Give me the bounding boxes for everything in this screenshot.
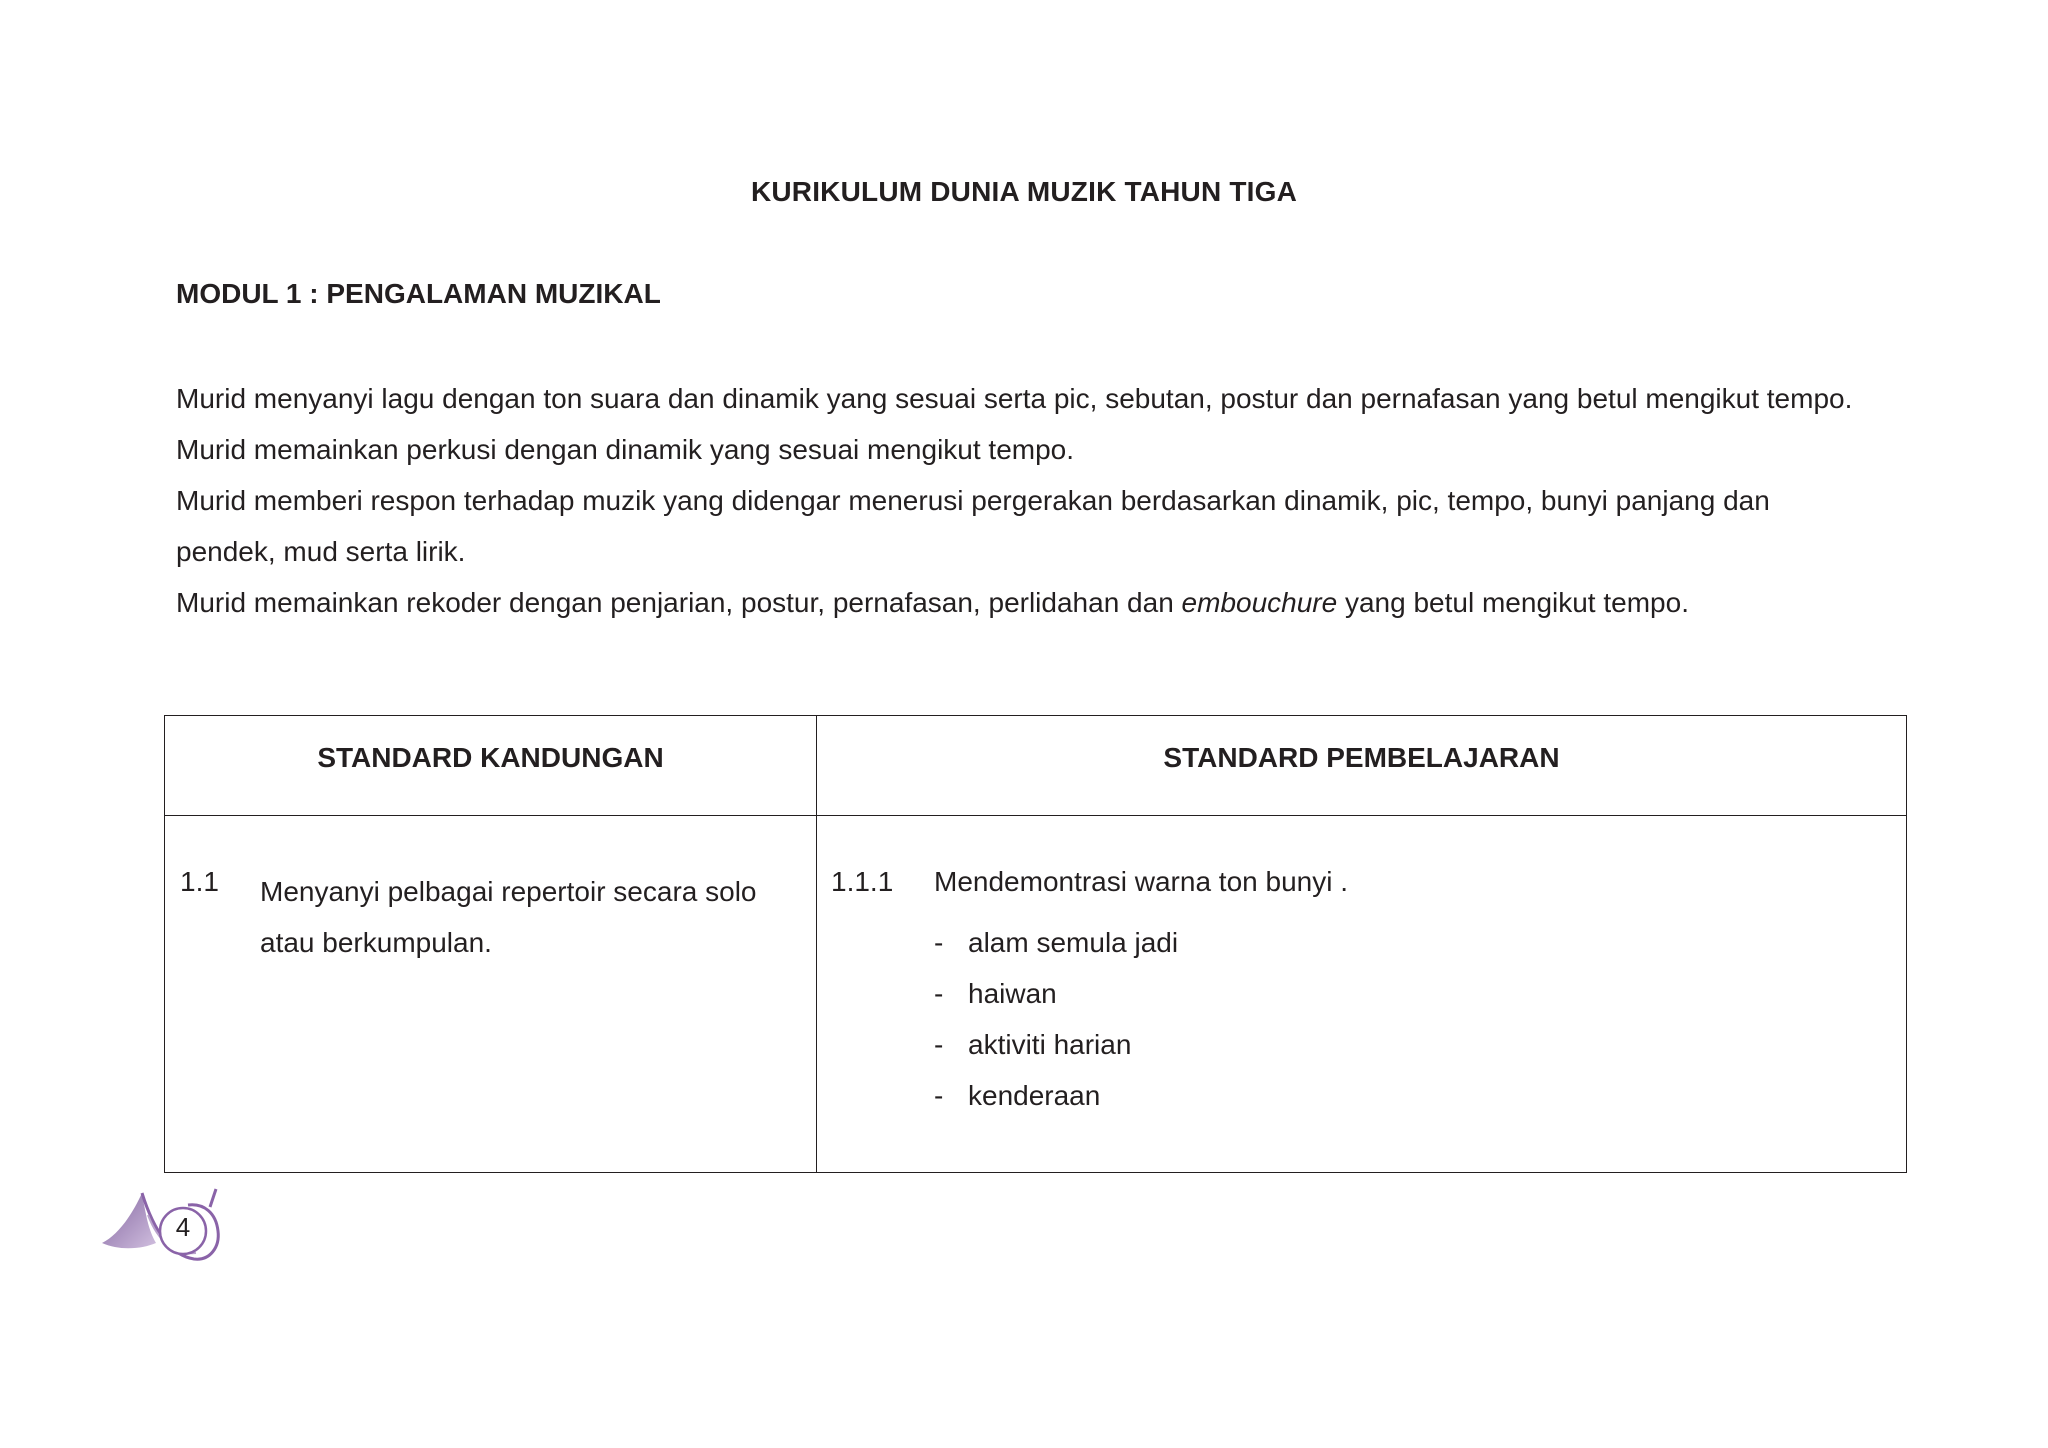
french-horn-icon [98,1185,222,1267]
list-item-text: haiwan [968,978,1057,1009]
objective-4-text-after: yang betul mengikut tempo. [1337,587,1689,618]
list-item [934,968,1178,1019]
table-header-row [165,716,1907,816]
list-item [934,1019,1178,1070]
standards-table [164,715,1907,1173]
header-standard-pembelajaran: STANDARD PEMBELAJARAN [817,716,1907,816]
list-dash: - [934,1080,944,1111]
list-dash: - [934,1029,944,1060]
objective-1: Murid menyanyi lagu dengan ton suara dan dinamik yang sesuai serta pic, sebutan, postur dan pernafasan yang betul mengikut tempo. [176,383,1853,414]
list-item [934,1070,1178,1121]
objective-4 [176,577,1876,628]
sp-text: Mendemontrasi warna ton bunyi . [934,866,1348,897]
objective-3: Murid memberi respon terhadap muzik yang didengar menerusi pergerakan berdasarkan dinamik, pic, tempo, bunyi panjang dan pendek, mud serta lirik. [176,485,1770,567]
table-row [165,816,1907,1173]
list-item-text: alam semula jadi [968,927,1179,958]
sk-number: 1.1 [180,866,219,897]
list-dash: - [934,927,944,958]
module-title: MODUL 1 : PENGALAMAN MUZIKAL [176,278,661,309]
document-title: KURIKULUM DUNIA MUZIK TAHUN TIGA [750,176,1298,207]
objective-4-text-before: Murid memainkan rekoder dengan penjarian, postur, pernafasan, perlidahan dan [176,587,1182,618]
sk-text: Menyanyi pelbagai repertoir secara solo atau berkumpulan. [260,876,757,958]
sp-item-list [934,917,1178,1121]
sp-number: 1.1.1 [831,866,894,897]
standard-kandungan-cell [165,816,817,1173]
list-item-text: aktiviti harian [968,1029,1132,1060]
list-item-text: kenderaan [968,1080,1101,1111]
page-number: 4 [175,1212,191,1242]
objective-4-emphasis: embouchure [1181,587,1338,618]
learning-objectives [176,373,1876,628]
list-dash: - [934,978,944,1009]
objective-2: Murid memainkan perkusi dengan dinamik yang sesuai mengikut tempo. [176,434,1075,465]
list-item [934,917,1178,968]
header-standard-kandungan: STANDARD KANDUNGAN [165,716,817,816]
standard-pembelajaran-cell [817,816,1907,1173]
